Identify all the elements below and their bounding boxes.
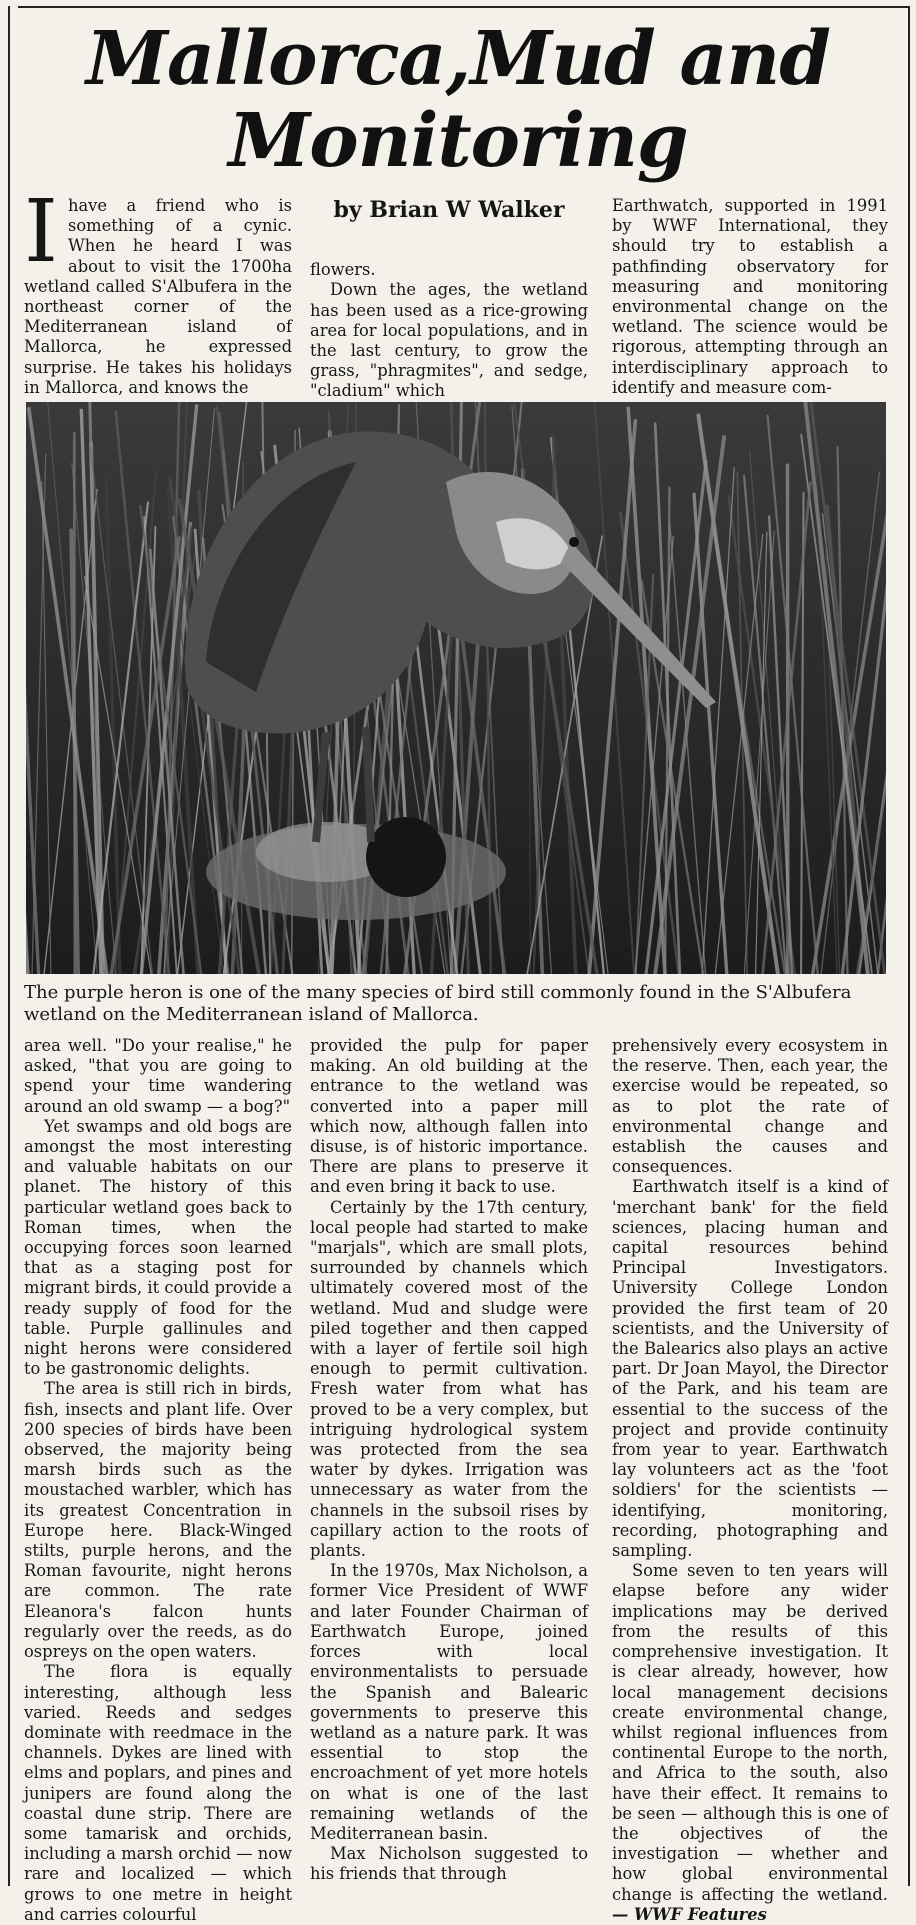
lead-paragraph bbox=[24, 196, 292, 398]
column-1-top bbox=[24, 196, 292, 398]
right-border bbox=[908, 6, 910, 1886]
paragraph: In the 1970s, Max Nicholson, a former Vice President of WWF and later Founder Chairman of Earthwatch Europe, joined forces with local environmentalists to persuade the Spanish and Balearic governments to preserve this wetland as a nature park. It was essential to stop the encroachment of yet more hotels on what is one of the last remaining wetlands of the Mediterranean basin. bbox=[310, 1561, 588, 1844]
lead-text: have a friend who is something of a cynic. When he heard I was about to visit the 1700ha wetland called S'Albufera in the northeast corner of the Mediterranean island of Mallorca, he expressed surprise. He takes his holidays in Mallorca, and knows the bbox=[24, 196, 292, 397]
heron-illustration bbox=[26, 402, 886, 974]
paragraph: Earthwatch itself is a kind of 'merchant bank' for the field sciences, placing human and capital resources behind Principal Investigators. University College London provided the first team of 20 scientists, and the University of the Balearics also plays an active part. Dr Joan Mayol, the Director of the Park, and his team are essential to the success of the project and provide continuity from year to year. Earthwatch lay volunteers act as the 'foot soldiers' for the scientists — identifying, monitoring, recording, photographing and sampling. bbox=[612, 1177, 888, 1561]
paragraph-text: Some seven to ten years will elapse before any wider implications may be derived from the results of this comprehensive investigation. It is clear already, however, how local management decisions create environmental change, whilst regional influences from continental Europe to the north, and Africa to the south, also have their effect. It remains to be seen — although this is one of the objectives of the investigation — whether and how global environmental change is affecting the wetland. bbox=[612, 1561, 888, 1903]
paragraph: flowers. bbox=[310, 260, 588, 280]
paragraph: Yet swamps and old bogs are amongst the most interesting and valuable habitats on our planet. The history of this particular wetland goes back to Roman times, when the occupying forces soon learned that as a staging post for migrant birds, it could provide a ready supply of food for the table. Purple gallinules and night herons were considered to be gastronomic delights. bbox=[24, 1117, 292, 1380]
paragraph: Max Nicholson suggested to his friends that through bbox=[310, 1844, 588, 1884]
column-3-bottom bbox=[612, 1036, 888, 1925]
left-border bbox=[8, 6, 10, 1886]
paragraph: prehensively every ecosystem in the reserve. Then, each year, the exercise would be repeated, so as to plot the rate of environmental change and establish the causes and consequences. bbox=[612, 1036, 888, 1177]
signature: — WWF Features bbox=[612, 1905, 767, 1924]
column-3-top bbox=[612, 196, 888, 398]
photo-caption: The purple heron is one of the many species of bird still commonly found in the S'Albufera wetland on the Mediterranean island of Mallorca. bbox=[24, 982, 888, 1026]
paragraph: provided the pulp for paper making. An old building at the entrance to the wetland was converted into a paper mill which now, although fallen into disuse, is of historic importance. There are plans to preserve it and even bring it back to use. bbox=[310, 1036, 588, 1198]
paragraph: Down the ages, the wetland has been used as a rice-growing area for local populations, and in the last century, to grow the grass, "phragmites", and sedge, "cladium" which bbox=[310, 280, 588, 401]
column-2-bottom bbox=[310, 1036, 588, 1885]
column-2-top bbox=[310, 196, 588, 402]
reed-stroke bbox=[74, 433, 75, 974]
paragraph: Certainly by the 17th century, local people had started to make "marjals", which are small plots, surrounded by channels which ultimately covered most of the wetland. Mud and sludge were piled together and then capped with a layer of fertile soil high enough to permit cultivation. Fresh water from what has proved to be a very complex, but intriguing hydrological system was protected from the sea water by dykes. Irrigation was unnecessary as water from the channels in the subsoil rises by capillary action to the roots of plants. bbox=[310, 1198, 588, 1562]
drop-cap: I bbox=[24, 198, 58, 266]
heron-photo bbox=[26, 402, 886, 974]
paragraph: area well. "Do your realise," he asked, "that you are going to spend your time wandering around an old swamp — a bog?" bbox=[24, 1036, 292, 1117]
paragraph: The area is still rich in birds, fish, insects and plant life. Over 200 species of birds have been observed, the majority being marsh birds such as the moustached warbler, which has its greatest Concentration in Europe here. Black-Winged stilts, purple herons, and the Roman favourite, night herons are common. The rate Eleanora's falcon hunts regularly over the reeds, as do ospreys on the open waters. bbox=[24, 1379, 292, 1662]
paragraph: Earthwatch, supported in 1991 by WWF International, they should try to establish a pathfinding observatory for measuring and monitoring environmental change on the wetland. The science would be rigorous, attempting through an interdisciplinary approach to identify and measure com- bbox=[612, 196, 888, 398]
headline: Mallorca,Mud and Monitoring bbox=[40, 18, 876, 182]
top-rule bbox=[18, 6, 908, 8]
column-1-bottom bbox=[24, 1036, 292, 1925]
byline: by Brian W Walker bbox=[310, 200, 588, 220]
paragraph: The flora is equally interesting, although less varied. Reeds and sedges dominate with reedmace in the channels. Dykes are lined with elms and poplars, and pines and junipers are found along the coastal dune strip. There are some tamarisk and orchids, including a marsh orchid — now rare and localized — which grows to one metre in height and carries colourful bbox=[24, 1662, 292, 1925]
paragraph bbox=[612, 1561, 888, 1925]
